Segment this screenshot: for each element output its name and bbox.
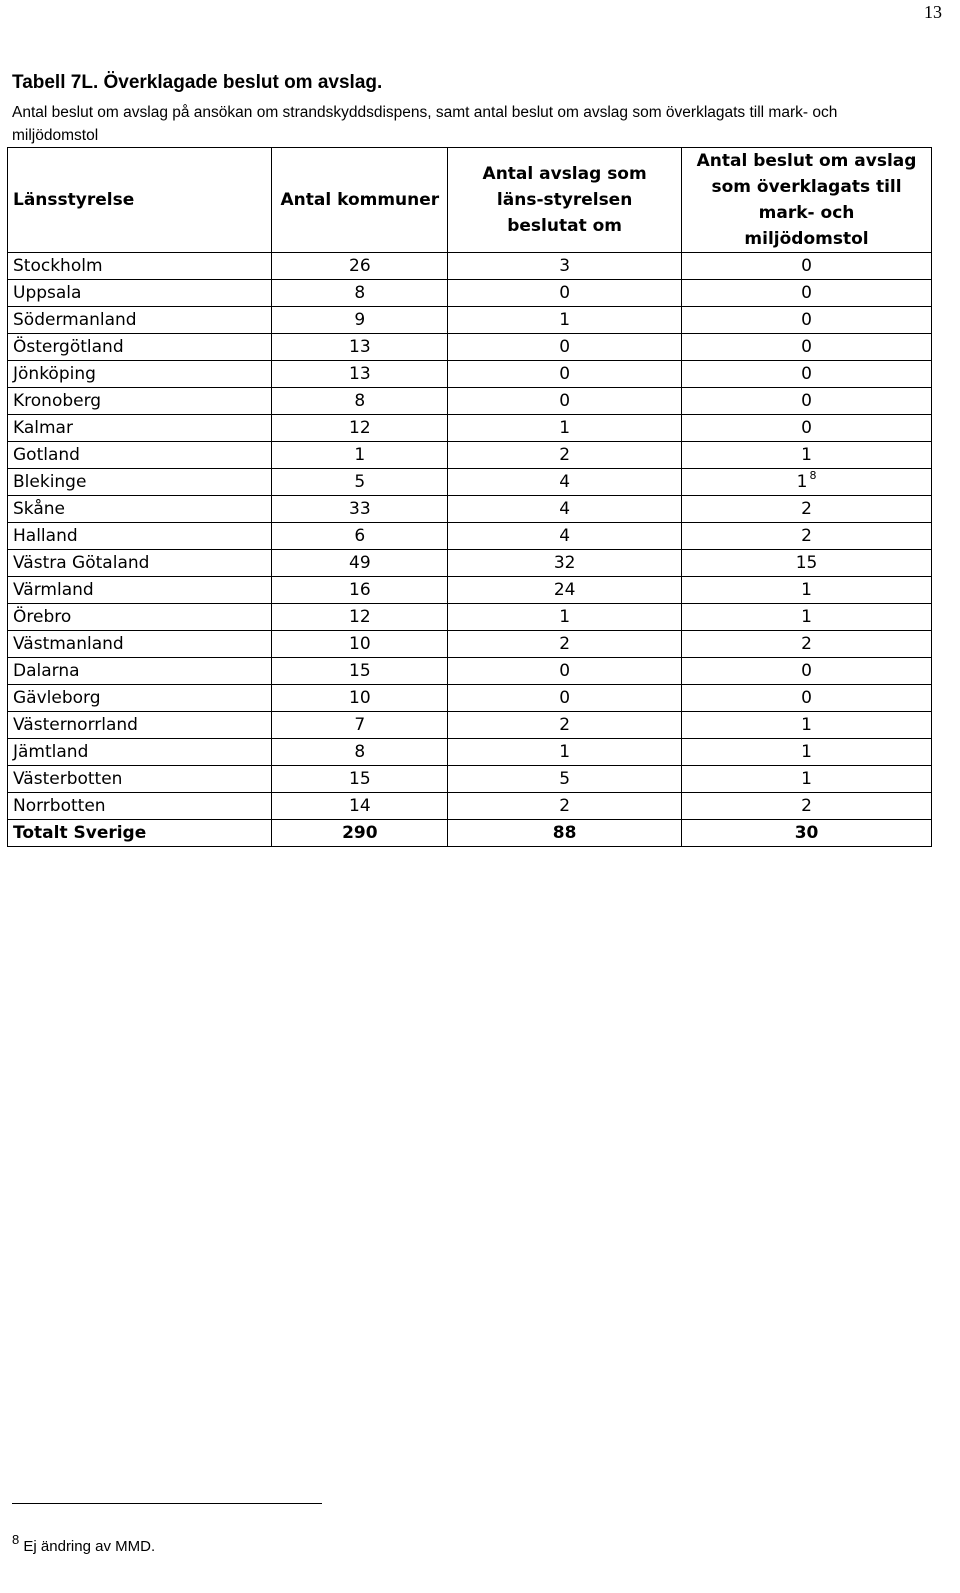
- cell-antal-kommuner: 26: [272, 253, 448, 280]
- cell-lansstyrelse: Örebro: [8, 604, 272, 631]
- cell-overklagade-value: 0: [801, 418, 812, 438]
- footnote-text: Ej ändring av MMD.: [23, 1538, 156, 1555]
- header-row: [8, 148, 932, 253]
- cell-overklagade-value: 2: [801, 634, 812, 654]
- cell-lansstyrelse: Västmanland: [8, 631, 272, 658]
- cell-antal-kommuner: 7: [272, 712, 448, 739]
- cell-overklagade-value: 0: [801, 256, 812, 276]
- cell-lansstyrelse: Kalmar: [8, 415, 272, 442]
- cell-overklagade: [682, 658, 932, 685]
- cell-overklagade: [682, 550, 932, 577]
- cell-overklagade: [682, 523, 932, 550]
- cell-lansstyrelse: Östergötland: [8, 334, 272, 361]
- cell-overklagade-value: 1: [801, 769, 812, 789]
- cell-antal-kommuner: 12: [272, 604, 448, 631]
- cell-lansstyrelse: Södermanland: [8, 307, 272, 334]
- header-overklagade: [682, 148, 932, 253]
- table-row: [8, 631, 932, 658]
- cell-antal-avslag: 1: [448, 307, 682, 334]
- table-row: [8, 496, 932, 523]
- table-row: [8, 577, 932, 604]
- table-row: [8, 307, 932, 334]
- cell-antal-kommuner: 8: [272, 739, 448, 766]
- cell-overklagade-value: 0: [801, 310, 812, 330]
- cell-lansstyrelse: Blekinge: [8, 469, 272, 496]
- cell-antal-avslag: 24: [448, 577, 682, 604]
- table-row: [8, 550, 932, 577]
- cell-lansstyrelse: Skåne: [8, 496, 272, 523]
- cell-antal-kommuner: 13: [272, 361, 448, 388]
- cell-antal-avslag: 1: [448, 415, 682, 442]
- cell-lansstyrelse: Dalarna: [8, 658, 272, 685]
- total-row: [8, 820, 932, 847]
- cell-antal-avslag: 0: [448, 658, 682, 685]
- cell-overklagade: [682, 469, 932, 496]
- cell-overklagade: [682, 631, 932, 658]
- cell-overklagade: [682, 442, 932, 469]
- cell-overklagade-value: 1: [801, 580, 812, 600]
- cell-lansstyrelse: Gävleborg: [8, 685, 272, 712]
- cell-lansstyrelse: Norrbotten: [8, 793, 272, 820]
- cell-overklagade-value: 0: [801, 391, 812, 411]
- cell-overklagade-value: 15: [795, 553, 818, 573]
- cell-antal-kommuner: 12: [272, 415, 448, 442]
- cell-lansstyrelse: Västernorrland: [8, 712, 272, 739]
- cell-antal-kommuner: 9: [272, 307, 448, 334]
- cell-antal-kommuner: 16: [272, 577, 448, 604]
- cell-overklagade: [682, 793, 932, 820]
- cell-antal-avslag: 2: [448, 712, 682, 739]
- table-row: [8, 361, 932, 388]
- cell-antal-kommuner: 49: [272, 550, 448, 577]
- table-title: Tabell 7L. Överklagade beslut om avslag.: [12, 72, 383, 93]
- cell-antal-kommuner: 13: [272, 334, 448, 361]
- cell-overklagade-value: 1: [801, 445, 812, 465]
- cell-overklagade: [682, 766, 932, 793]
- table-row: [8, 604, 932, 631]
- cell-lansstyrelse: Värmland: [8, 577, 272, 604]
- total-overklagade: 30: [682, 820, 932, 847]
- cell-overklagade: [682, 415, 932, 442]
- table-row: [8, 415, 932, 442]
- cell-overklagade-value: 0: [801, 337, 812, 357]
- cell-overklagade-value: 0: [801, 688, 812, 708]
- table-row: [8, 793, 932, 820]
- cell-overklagade: [682, 361, 932, 388]
- cell-lansstyrelse: Halland: [8, 523, 272, 550]
- cell-antal-avslag: 0: [448, 361, 682, 388]
- cell-antal-avslag: 4: [448, 523, 682, 550]
- cell-antal-avslag: 2: [448, 631, 682, 658]
- cell-antal-kommuner: 6: [272, 523, 448, 550]
- table-caption: Antal beslut om avslag på ansökan om strandskyddsdispens, samt antal beslut om avslag som överklagats till mark- och miljödomstol: [12, 104, 838, 144]
- cell-overklagade: [682, 253, 932, 280]
- table-row: [8, 685, 932, 712]
- cell-overklagade: [682, 604, 932, 631]
- footnote: [12, 1532, 156, 1555]
- cell-overklagade: [682, 388, 932, 415]
- cell-lansstyrelse: Kronoberg: [8, 388, 272, 415]
- cell-antal-kommuner: 33: [272, 496, 448, 523]
- cell-overklagade-value: 0: [801, 661, 812, 681]
- cell-overklagade: [682, 685, 932, 712]
- cell-overklagade: [682, 307, 932, 334]
- cell-antal-avslag: 1: [448, 739, 682, 766]
- cell-antal-avslag: 3: [448, 253, 682, 280]
- cell-antal-avslag: 0: [448, 280, 682, 307]
- total-antal-kommuner: 290: [272, 820, 448, 847]
- table-row: [8, 334, 932, 361]
- cell-overklagade: [682, 280, 932, 307]
- cell-antal-kommuner: 5: [272, 469, 448, 496]
- table-row: [8, 253, 932, 280]
- cell-overklagade-value: 0: [801, 364, 812, 384]
- cell-antal-avslag: 5: [448, 766, 682, 793]
- cell-antal-kommuner: 8: [272, 280, 448, 307]
- cell-antal-kommuner: 15: [272, 766, 448, 793]
- total-antal-avslag: 88: [448, 820, 682, 847]
- cell-antal-avslag: 2: [448, 442, 682, 469]
- cell-overklagade-value: 2: [801, 499, 812, 519]
- cell-overklagade: [682, 496, 932, 523]
- total-label: Totalt Sverige: [8, 820, 272, 847]
- cell-antal-avslag: 1: [448, 604, 682, 631]
- cell-overklagade: [682, 739, 932, 766]
- appeals-table: [7, 147, 932, 847]
- table-body: [8, 253, 932, 847]
- cell-antal-avslag: 0: [448, 685, 682, 712]
- cell-overklagade-value: 1: [801, 607, 812, 627]
- cell-antal-avslag: 0: [448, 334, 682, 361]
- cell-lansstyrelse: Jönköping: [8, 361, 272, 388]
- table-row: [8, 766, 932, 793]
- header-antal-avslag: [448, 148, 682, 253]
- cell-antal-avslag: 2: [448, 793, 682, 820]
- table-row: [8, 280, 932, 307]
- table-row: [8, 739, 932, 766]
- cell-antal-kommuner: 10: [272, 631, 448, 658]
- table-row: [8, 388, 932, 415]
- header-lansstyrelse: Länsstyrelse: [8, 148, 272, 253]
- cell-overklagade-value: 1: [801, 742, 812, 762]
- cell-antal-kommuner: 15: [272, 658, 448, 685]
- cell-overklagade: [682, 334, 932, 361]
- cell-overklagade-value: 1: [796, 472, 808, 492]
- cell-antal-kommuner: 10: [272, 685, 448, 712]
- cell-antal-avslag: 4: [448, 496, 682, 523]
- cell-lansstyrelse: Västerbotten: [8, 766, 272, 793]
- cell-antal-avslag: 32: [448, 550, 682, 577]
- cell-antal-kommuner: 1: [272, 442, 448, 469]
- cell-antal-avslag: 0: [448, 388, 682, 415]
- table-row: [8, 469, 932, 496]
- cell-lansstyrelse: Gotland: [8, 442, 272, 469]
- cell-overklagade: [682, 577, 932, 604]
- footnote-separator: [12, 1503, 322, 1504]
- table-row: [8, 712, 932, 739]
- cell-overklagade-value: 1: [801, 715, 812, 735]
- footnote-mark: 8: [12, 1532, 20, 1547]
- table-row: [8, 523, 932, 550]
- cell-lansstyrelse: Stockholm: [8, 253, 272, 280]
- header-antal-kommuner: Antal kommuner: [272, 148, 448, 253]
- cell-lansstyrelse: Jämtland: [8, 739, 272, 766]
- cell-lansstyrelse: Uppsala: [8, 280, 272, 307]
- cell-overklagade-value: 2: [801, 526, 812, 546]
- header-antal-avslag-text: Antal avslag som läns-styrelsen beslutat om: [482, 164, 647, 236]
- table-row: [8, 658, 932, 685]
- cell-overklagade-value: 2: [801, 796, 812, 816]
- table-row: [8, 442, 932, 469]
- cell-overklagade-value: 0: [801, 283, 812, 303]
- cell-antal-kommuner: 14: [272, 793, 448, 820]
- cell-overklagade: [682, 712, 932, 739]
- footnote-reference: 8: [809, 469, 817, 482]
- cell-antal-kommuner: 8: [272, 388, 448, 415]
- header-overklagade-text: Antal beslut om avslag som överklagats till mark- och miljödomstol: [696, 151, 917, 249]
- cell-antal-avslag: 4: [448, 469, 682, 496]
- page-number: 13: [924, 2, 942, 22]
- cell-lansstyrelse: Västra Götaland: [8, 550, 272, 577]
